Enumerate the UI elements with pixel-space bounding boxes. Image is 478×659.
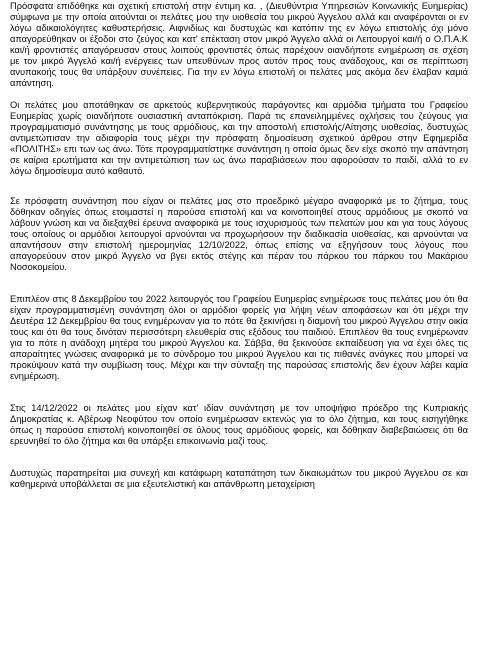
paragraph-spacer: [10, 273, 468, 294]
paragraph-spacer: [10, 177, 468, 196]
paragraph-3: Σε πρόσφατη συνάντηση που είχαν οι πελάτες μας στο προεδρικό μέγαρο αναφορικά με το ζήτημα, τους δόθηκαν οδηγίες όπως ετοιμαστεί η παρούσα επιστολή και να κοινοποιηθεί στους αρμόδιους με σκοπό να λάβουν γνώση και να διεξαχθεί έρευνα αναφορικά με τους ισχυρισμούς των πελατών μου και για τους λόγους τους οποίους οι αρμόδιοι λειτουργοί αρνούνται να προχωρήσουν την διαδικασία υιοθεσίας, και αρνούνται να απαντήσουν στην επιστολή ημερομηνίας 12/10/2022, όπως επίσης να εξηγήσουν τους λόγους που απαγορεύουν στον μικρό Άγγελο να βγει εκτός στέγης και πέραν του πάρκου του πάρκου του Μακάριου Νοσοκομείου.: [10, 196, 468, 272]
paragraph-2: Οι πελάτες μου αποτάθηκαν σε αρκετούς κυβερνητικούς παράγοντες και αρμόδια τμήματα του Γραφείου Ευημερίας χωρίς οιανδήποτε ουσιαστική ανταπόκριση. Παρά τις επανειλημμένες οχλήσεις του ζεύγους για προγραμματισμό συνάντησης με τους αρμόδιους, και την αποστολή επιστολής/Αίτησης υιοθεσίας, δυστυχώς αντιμετώπισαν την αδιαφορία τους μέχρι την πρόσφατη δημοσίευση σχετικού άρθρου στην Εφημερίδα «ΠΟΛΙΤΗΣ» επι των ως άνω. Τότε προγραμματίστηκε συνάντηση η οποία όμως δεν είχε σκοπό την απάντηση σε καίρια ερωτήματα και την αντιμετώπιση των ως άνω παραβιάσεων που αφορούσαν το παιδί, αλλά το εν λόγω δημοσίευμα αυτό καθαυτό.: [10, 100, 468, 176]
paragraph-spacer: [10, 89, 468, 100]
paragraph-spacer: [10, 447, 468, 468]
paragraph-5: Στις 14/12/2022 οι πελάτες μου είχαν κατ' ιδίαν συνάντηση με τον υποψήφιο πρόεδρο της Κυπριακής Δημοκρατίας κ. Αβέρωφ Νεοφύτου τον οποίο ενημέρωσαν εκτενώς για το όλο ζήτημα, και τους εισηγήθηκε όπως η παρούσα επιστολή κοινοποιηθεί σε όλους τους αρμόδιους φορείς, και δόθηκαν διαβεβαιώσεις ότι θα ερευνηθεί το όλο ζήτημα και θα υπάρξει επικοινωνία μαζί τους.: [10, 403, 468, 446]
paragraph-spacer: [10, 382, 468, 403]
paragraph-4: Επιπλέον στις 8 Δεκεμβρίου του 2022 λειτουργός του Γραφείου Ευημερίας ενημέρωσε τους πελάτες μου ότι θα είχαν προγραμματισμένη συνάντηση όλοι οι αρμόδιοι φορείς για λήψη νέων αποφάσεων και ότι μέχρι την Δευτέρα 12 Δεκεμβρίου θα τους ενημέρωναν για το πότε θα ξεκινήσει η διαμονή του μικρού Άγγελου στην οικία τους και ότι θα τους δινόταν περισσότερη ελευθερία στις εξόδους του παιδιού. Επιπλέον θα τους ενημέρωναν για το πότε η ανάδοχη μητέρα του μικρού Άγγελου κα. Σάββα, θα ξεκινούσε εκπαίδευση για να έχει όλες τις απαραίτητες γνώσεις αναφορικά με το σύνδρομο του μικρού Άγγελου και τις πιθανές ανάγκες που μπορεί να προκύψουν κατά την συμβίωση τους. Μέχρι και την σύνταξη της παρούσας επιστολής δεν έχουν λάβει καμία ενημέρωση.: [10, 294, 468, 381]
paragraph-1: Πρόσφατα επιδόθηκε και σχετική επιστολή στην έντιμη κα. , (Διευθύντρια Υπηρεσιών Κοινωνικής Ευημερίας) σύμφωνα με την οποία αιτούνται οι πελάτες μου την υιοθεσία του μικρού Άγγελου αλλά και αναφέρονται οι εν λόγω αδικαιολόγητες καθυστερήσεις. Αιφνιδίως και δυστυχώς και κατόπιν της εν λόγω επιστολής όχι μόνο απαγορεύθηκαν οι έξοδοι στο ζεύγος και κατ' επέκταση στον μικρό Άγγελο αλλά οι Λειτουργοί και/ή ο Ο.Π.Α.Κ και/ή φροντιστές απαγόρευσαν στους λοιπούς φροντιστές όπως παρέχουν οιανδήποτε ενημέρωση σε σχέση με τον μικρό Άγγελό και/ή ενέργειες των υπευθύνων προς αυτόν προς τους ανάδοχους, και σε περίπτωση ανυπακοής τους θα υπάρξουν συνέπειες. Για την εν λόγω επιστολή οι πελάτες μας ακόμα δεν έλαβαν καμιά απάντηση.: [10, 1, 468, 88]
paragraph-6: Δυστυχώς παρατηρείται μια συνεχή και κατάφωρη καταπάτηση των δικαιωμάτων του μικρού Άγγελου σε και καθημερινά υποβάλλεται σε μια εξευτελιστική και απάνθρωπη μεταχείριση: [10, 468, 468, 489]
